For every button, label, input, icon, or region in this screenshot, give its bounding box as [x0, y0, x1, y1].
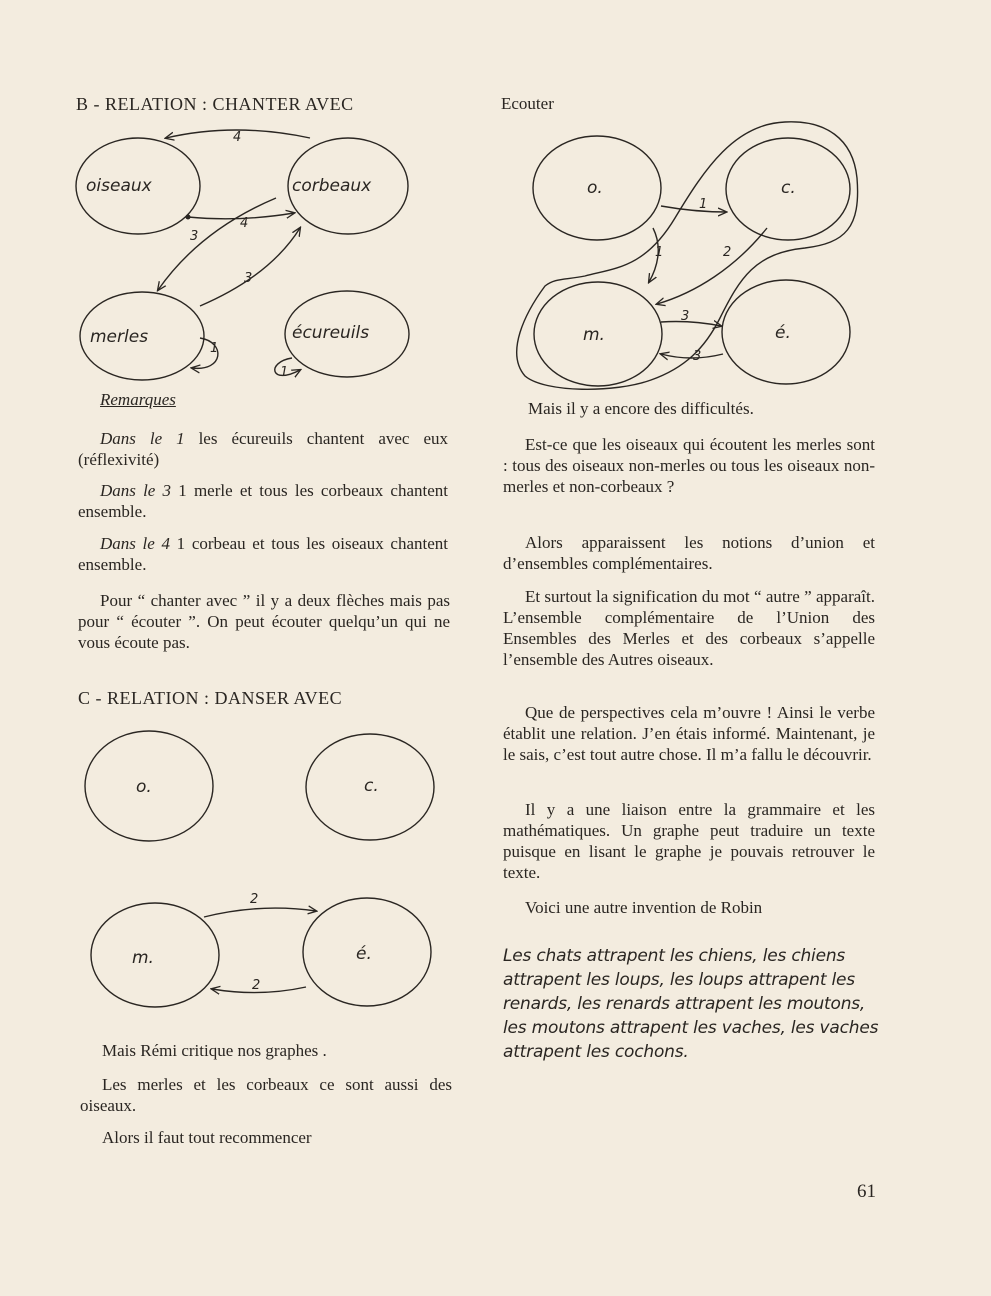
right-paragraph-4: Et surtout la signification du mot “ autre ” apparaît. L’ensemble complémentaire de l’Union des Ensembles des Merles et des corbeaux s’appelle l’ensemble des Autres oiseaux. [503, 587, 875, 669]
edge-2-c-m [657, 228, 767, 304]
right-paragraph-7: Voici une autre invention de Robin [525, 898, 763, 917]
edge-label-3-me: 3 [681, 309, 690, 324]
edge-label-1-merles: 1 [210, 341, 219, 356]
diagram-ecouter [505, 118, 875, 418]
edge-label-4-top: 4 [233, 130, 242, 145]
label-c: c. [364, 776, 379, 796]
diagram-chanter-avec [70, 120, 430, 390]
remark-1-prefix: Dans le 1 [100, 429, 185, 448]
edge-3-to-merles [158, 198, 276, 290]
right-paragraph-1: Mais il y a encore des difficultés. [528, 399, 754, 418]
edge-label-3-right: 3 [244, 271, 253, 286]
edge-3-m-e [661, 322, 721, 327]
remark-3-text: 1 merle et tous les corbeaux chantent ensemble. [78, 481, 448, 521]
right-paragraph-3: Alors apparaissent les notions d’union et d’ensembles complémentaires. [503, 533, 875, 573]
edge-label-4-middle: 4 [240, 216, 249, 231]
ecouter-heading: Ecouter [501, 94, 554, 113]
remi-paragraph: Mais Rémi critique nos graphes . [102, 1041, 327, 1060]
edge-3-to-corbeaux [200, 228, 300, 306]
label-merles: merles [90, 327, 149, 347]
label-c-ecouter: c. [781, 178, 796, 198]
edge-1-o-c [661, 206, 726, 212]
label-e-ecouter: é. [775, 323, 791, 343]
diagram-danser-avec [80, 725, 445, 1025]
edge-label-3-em: 3 [693, 349, 702, 364]
remark-4 [78, 533, 448, 575]
edge-label-2-cm: 2 [723, 245, 732, 260]
remark-4-prefix: Dans le 4 [100, 534, 170, 553]
remark-3-prefix: Dans le 3 [100, 481, 172, 500]
label-oiseaux: oiseaux [86, 176, 152, 196]
label-m-ecouter: m. [583, 325, 605, 345]
label-o: o. [136, 777, 152, 797]
label-e: é. [356, 944, 372, 964]
right-paragraph-2: Est-ce que les oiseaux qui écoutent les merles sont : tous des oiseaux non-merles ou tous les oiseaux non-merles et non-corbeaux ? [503, 435, 875, 496]
right-paragraph-5: Que de perspectives cela m’ouvre ! Ainsi le verbe établit une relation. J’en étais informé. Maintenant, je le sais, c’est tout autre chose. Il m’a fallu le découvrir. [503, 703, 875, 764]
section-b-heading: B - RELATION : CHANTER AVEC [76, 94, 354, 114]
edge-label-1-ecureuils: 1 [280, 365, 289, 380]
section-c-heading: C - RELATION : DANSER AVEC [78, 688, 343, 708]
remark-1 [78, 428, 448, 470]
remark-4-text: 1 corbeau et tous les oiseaux chantent ensemble. [78, 534, 448, 574]
edge-2-top [204, 908, 316, 917]
label-o-ecouter: o. [587, 178, 603, 198]
remark-1-text: les écureuils chantent avec eux (réflexivité) [78, 429, 448, 469]
remark-3 [78, 480, 448, 522]
alors-paragraph: Alors il faut tout recommencer [102, 1128, 312, 1147]
label-corbeaux: corbeaux [292, 176, 372, 196]
edge-label-2-bottom: 2 [252, 978, 261, 993]
edge-label-3-left: 3 [190, 229, 199, 244]
enclosing-curve [517, 122, 858, 389]
node-m [91, 903, 219, 1007]
page-number: 61 [857, 1181, 876, 1202]
merles-paragraph: Les merles et les corbeaux ce sont aussi des oiseaux. [80, 1075, 452, 1115]
edge-label-2-top: 2 [250, 892, 259, 907]
edge-label-1-oc: 1 [699, 197, 708, 212]
edge-label-1-om: 1 [655, 245, 664, 260]
robin-quote: Les chats attrapent les chiens, les chiens attrapent les loups, les loups attrapent les renards, les renards attrapent les moutons, les moutons attrapent les vaches, les vaches attrapent les cochons. [503, 946, 879, 1062]
label-m: m. [132, 948, 154, 968]
label-ecureuils: écureuils [292, 323, 370, 343]
pour-paragraph: Pour “ chanter avec ” il y a deux flèches mais pas pour “ écouter ”. On peut écouter quelqu’un qui ne vous écoute pas. [78, 591, 450, 652]
right-paragraph-6: Il y a une liaison entre la grammaire et les mathématiques. Un graphe peut traduire un texte puisque en lisant le graphe je pouvais retrouver le texte. [503, 800, 875, 882]
remarques-title: Remarques [100, 390, 176, 409]
